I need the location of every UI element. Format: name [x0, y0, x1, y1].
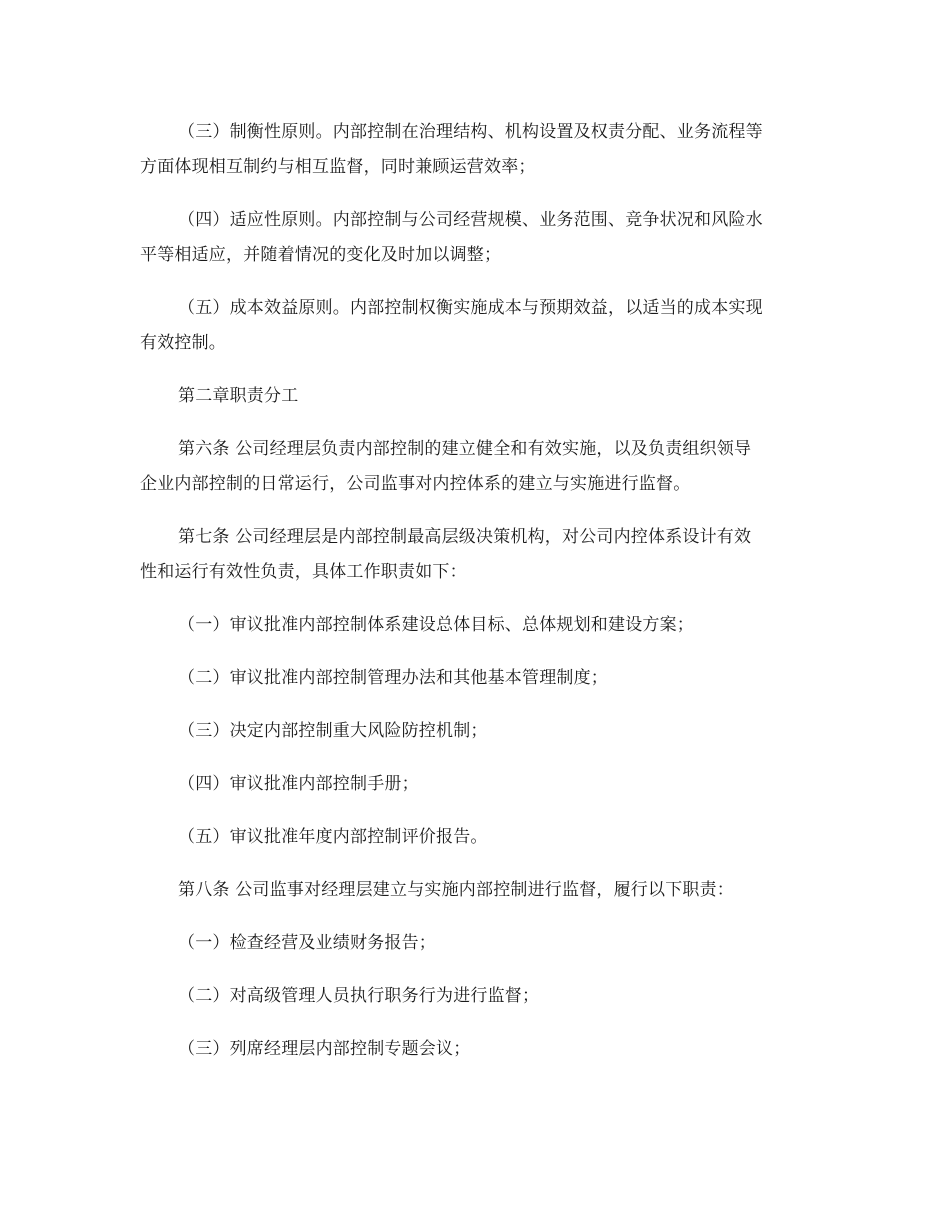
text-line: 第六条 公司经理层负责内部控制的建立健全和有效实施，以及负责组织领导	[178, 439, 752, 459]
text-line: （四）审议批准内部控制手册；	[178, 774, 419, 794]
text-line: （三）列席经理层内部控制专题会议；	[178, 1039, 471, 1059]
text-line: 企业内部控制的日常运行，公司监事对内控体系的建立与实施进行监督。	[140, 474, 691, 494]
article-eight	[140, 873, 812, 908]
paragraph-principle-cost-benefit	[140, 291, 812, 361]
text-line: （一）检查经营及业绩财务报告；	[178, 933, 436, 953]
text-line: 第二章职责分工	[178, 386, 299, 406]
text-line: 性和运行有效性负责，具体工作职责如下：	[140, 562, 467, 582]
list-item	[140, 926, 812, 961]
paragraph-principle-adaptability	[140, 203, 812, 273]
text-line: （三）制衡性原则。内部控制在治理结构、机构设置及权责分配、业务流程等	[178, 122, 763, 142]
text-line: （二）对高级管理人员执行职务行为进行监督；	[178, 986, 540, 1006]
text-line: （三）决定内部控制重大风险防控机制；	[178, 721, 488, 741]
list-item	[140, 661, 812, 696]
list-item	[140, 820, 812, 855]
text-line: （五）审议批准年度内部控制评价报告。	[178, 827, 488, 847]
chapter-heading	[140, 379, 812, 414]
text-line: 第八条 公司监事对经理层建立与实施内部控制进行监督，履行以下职责：	[178, 880, 735, 900]
text-line: （四）适应性原则。内部控制与公司经营规模、业务范围、竞争状况和风险水	[178, 210, 763, 230]
text-line: 有效控制。	[140, 333, 226, 353]
list-item	[140, 1032, 812, 1067]
text-line: （五）成本效益原则。内部控制权衡实施成本与预期效益，以适当的成本实现	[178, 298, 763, 318]
text-line: （二）审议批准内部控制管理办法和其他基本管理制度；	[178, 668, 608, 688]
list-item	[140, 767, 812, 802]
text-line: 第七条 公司经理层是内部控制最高层级决策机构，对公司内控体系设计有效	[178, 527, 752, 547]
article-seven	[140, 520, 812, 590]
list-item	[140, 979, 812, 1014]
text-line: 方面体现相互制约与相互监督，同时兼顾运营效率；	[140, 157, 536, 177]
list-item	[140, 714, 812, 749]
list-item	[140, 608, 812, 643]
document-page	[140, 115, 812, 1085]
text-line: 平等相适应，并随着情况的变化及时加以调整；	[140, 245, 502, 265]
paragraph-principle-checks-balances	[140, 115, 812, 185]
text-line: （一）审议批准内部控制体系建设总体目标、总体规划和建设方案；	[178, 615, 694, 635]
article-six	[140, 432, 812, 502]
